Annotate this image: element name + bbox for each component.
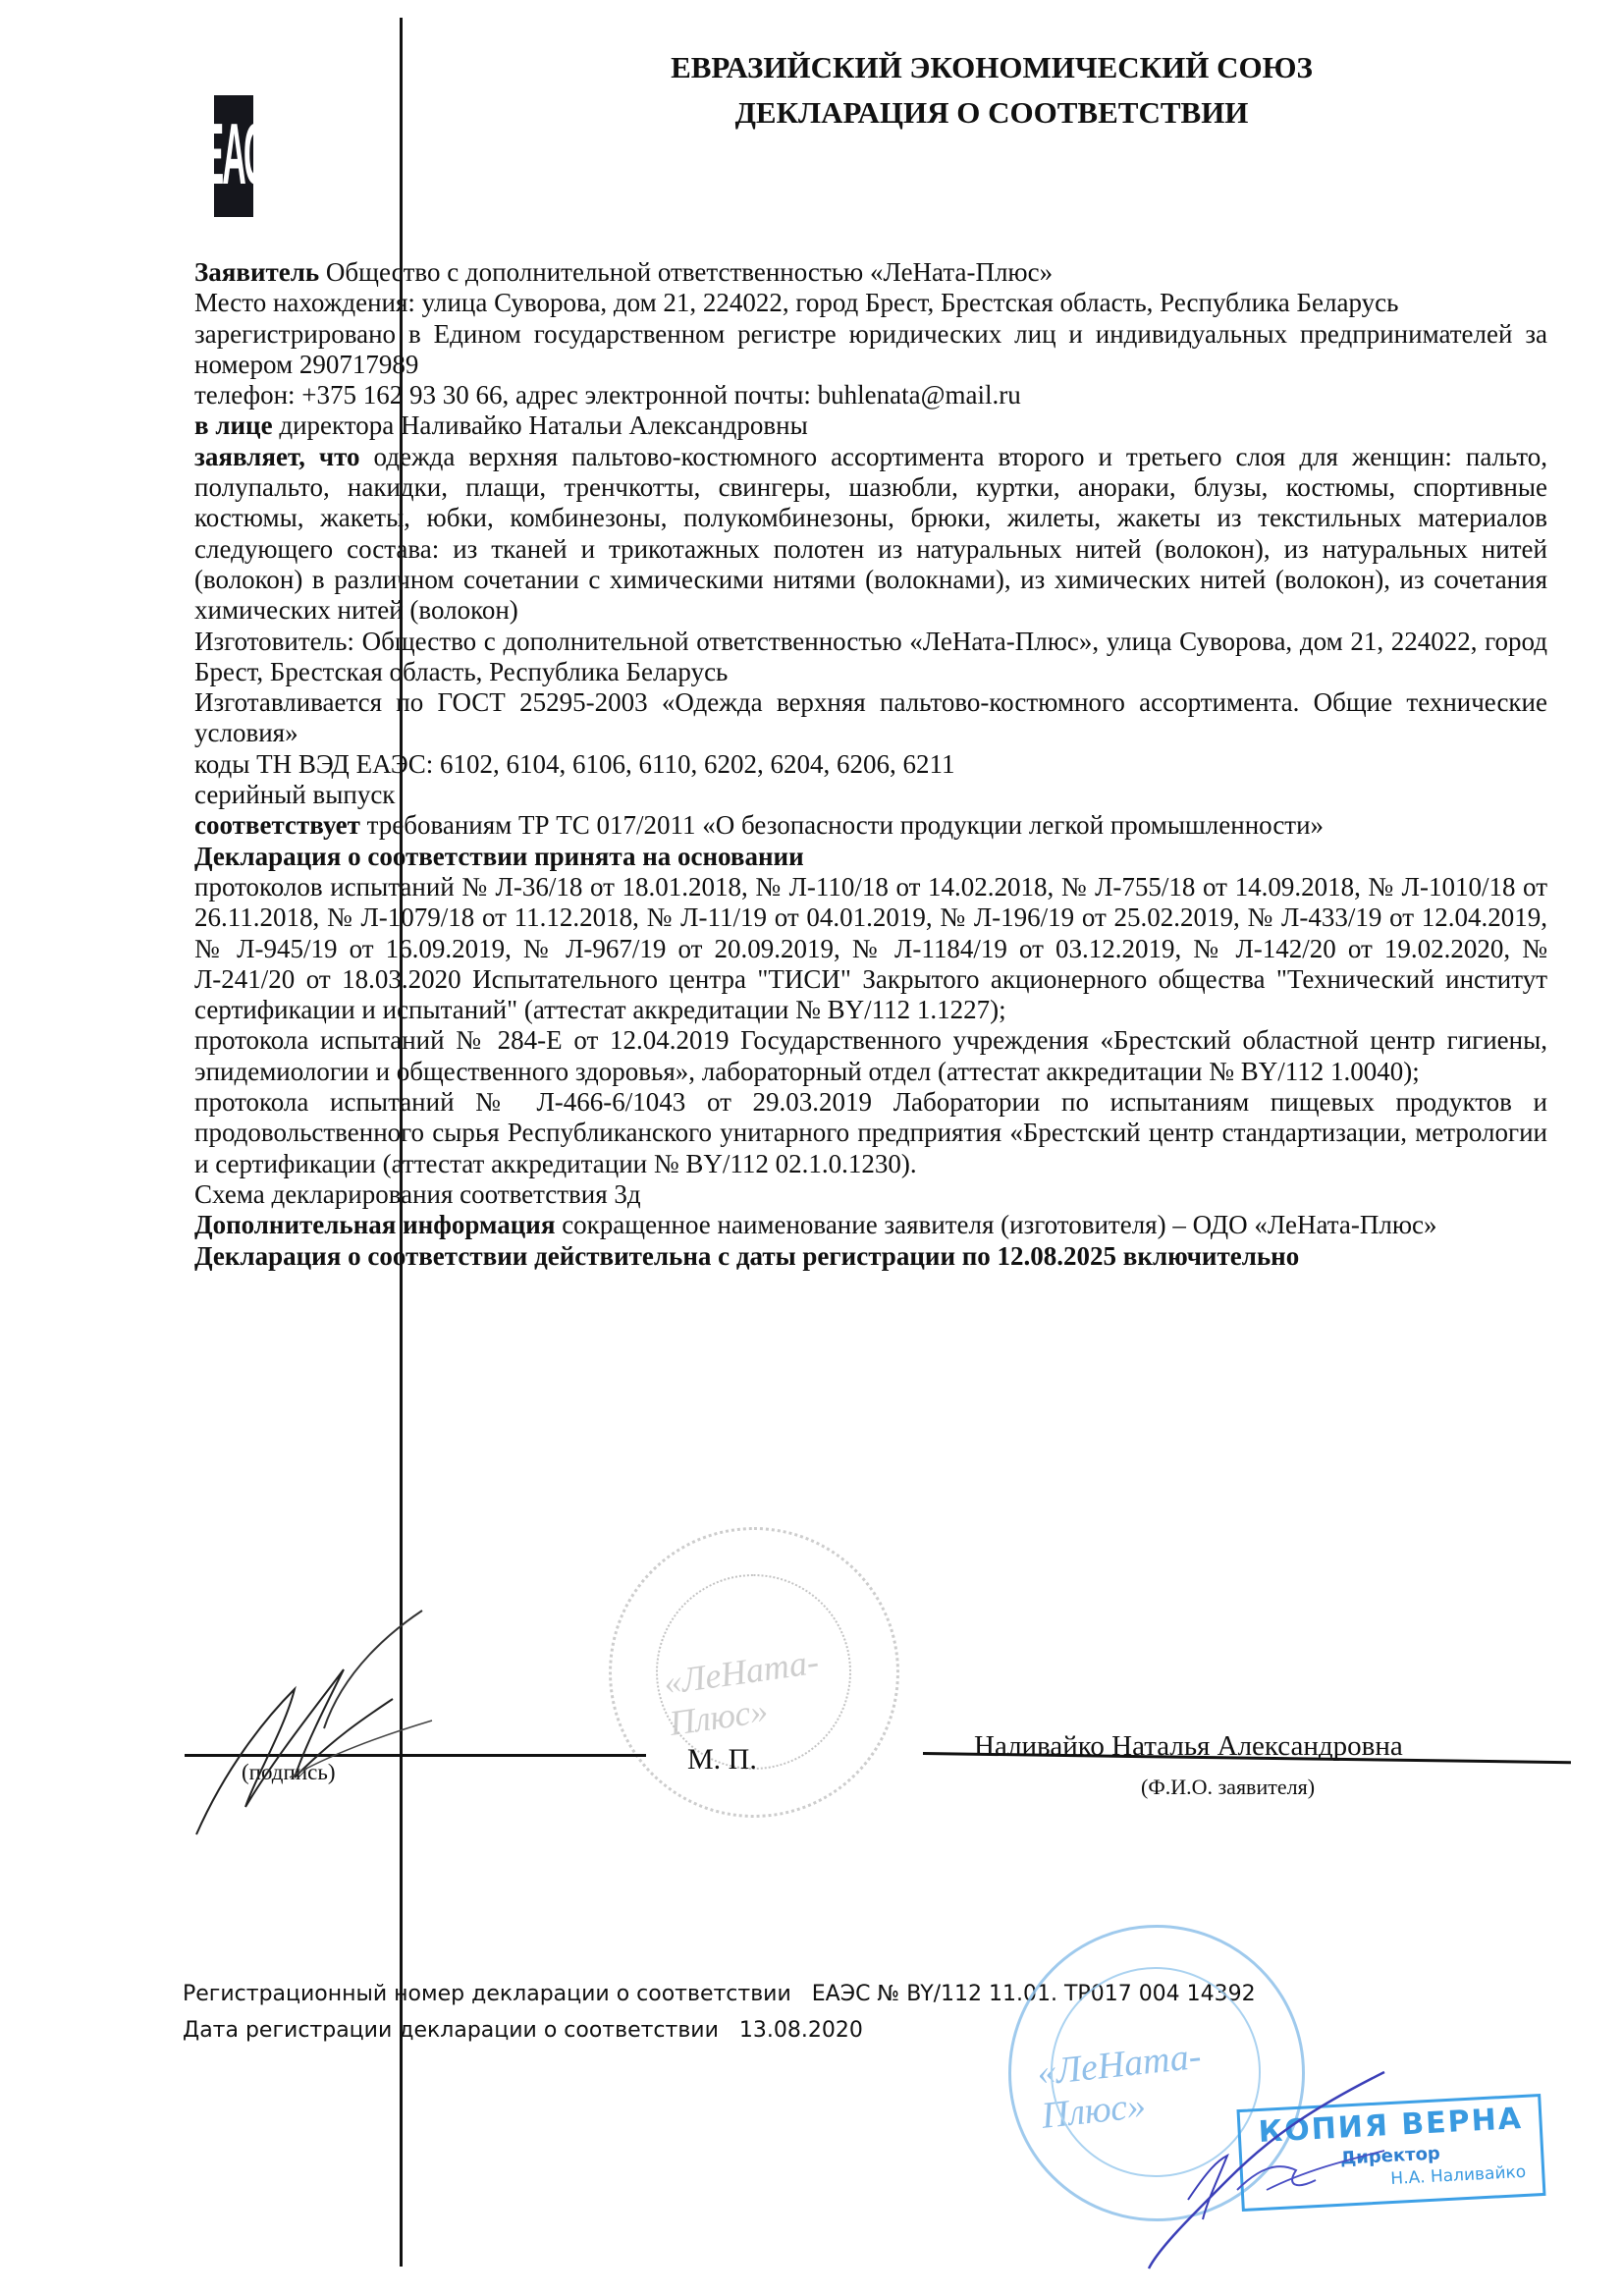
basis-title (194, 842, 1547, 872)
release-line: серийный выпуск (194, 780, 396, 810)
additional-label: Дополнительная информация (194, 1210, 556, 1240)
header-declaration-title: ДЕКЛАРАЦИЯ О СООТВЕТСТВИИ (734, 95, 1249, 130)
logo-text: ЕАС (201, 106, 266, 204)
manufacturer-label: Изготовитель: (194, 626, 354, 656)
signer-label: (Ф.И.О. заявителя) (1141, 1775, 1316, 1799)
basis-title-text: Декларация о соответствии принята на основании (194, 841, 804, 871)
protocols-paragraph-3: протокола испытаний № Л-466-6/1043 от 29.03.2019 Лаборатории по испытаниям пищевых продуктов и продовольственного сырья Республиканского унитарного предприятия «Брестский центр стандартизации, метрологии и сертификации (аттестат аккредитации № BY/112 02.1.0.1230). (194, 1087, 1547, 1178)
scheme-line: Схема декларирования соответствия 3д (194, 1178, 641, 1209)
copy-stamp-name: Н.А. Наливайко (1389, 2161, 1527, 2190)
copy-stamp-title: КОПИЯ ВЕРНА (1257, 2101, 1524, 2151)
seal-text: «ЛеНата-Плюс» (661, 1641, 822, 1743)
validity-paragraph (194, 1241, 1547, 1272)
registration-number-label: Регистрационный номер декларации о соответствии (183, 1982, 791, 2006)
declares-paragraph (194, 442, 1547, 627)
registration-date-label: Дата регистрации декларации о соответствии (183, 2018, 719, 2043)
declares-label: заявляет, что (194, 441, 360, 471)
declaration-body (194, 257, 1547, 1272)
additional-text: сокращенное наименование заявителя (изготовителя) – ОДО «ЛеНата-Плюс» (562, 1210, 1437, 1240)
registration-date: 13.08.2020 (738, 2018, 863, 2043)
additional-paragraph (194, 1210, 1547, 1240)
conforms-paragraph (194, 810, 1547, 841)
represented-by: директора Наливайко Натальи Александровны (279, 410, 808, 441)
registration-number: ЕАЭС № BY/112 11.01. ТР017 004 14392 (811, 1982, 1256, 2006)
signer-name: Наливайко Наталья Александровна (974, 1730, 1403, 1762)
signature-label: (подпись) (242, 1760, 336, 1784)
applicant-address: Место нахождения: улица Суворова, дом 21, 224022, город Брест, Брестская область, Республика Беларусь (194, 288, 1399, 318)
conforms-text: требованиям ТР ТС 017/2011 «О безопасности продукции легкой промышленности» (366, 810, 1325, 841)
manufacturer-text: Общество с дополнительной ответственностью «ЛеНата-Плюс», улица Суворова, дом 21, 224022, город Брест, Брестская область, Республика Беларусь (194, 626, 1547, 686)
represented-line (194, 410, 1547, 441)
applicant-label: Заявитель (194, 257, 320, 287)
seal-placeholder-label: М. П. (687, 1743, 757, 1776)
codes-line: коды ТН ВЭД ЕАЭС: 6102, 6104, 6106, 6110, 6202, 6204, 6206, 6211 (194, 748, 955, 779)
standard-paragraph: Изготавливается по ГОСТ 25295-2003 «Одежда верхняя пальтово-костюмного ассортимента. Общие технические условия» (194, 687, 1547, 748)
conforms-label: соответствует (194, 810, 360, 841)
document-header (550, 45, 1434, 136)
signature-black (196, 1611, 452, 1846)
applicant-name: Общество с дополнительной ответственностью «ЛеНата-Плюс» (325, 257, 1054, 287)
header-union-title: ЕВРАЗИЙСКИЙ ЭКОНОМИЧЕСКИЙ СОЮЗ (671, 50, 1313, 84)
protocols-paragraph-1: протоколов испытаний № Л-36/18 от 18.01.2018, № Л-110/18 от 14.02.2018, № Л-755/18 от 14.09.2018, № Л-1010/18 от 26.11.2018, № Л-1079/18 от 11.12.2018, № Л-11/19 от 04.01.2019, № Л-196/19 от 25.02.2019, № Л-433/19 от 12.04.2019, № Л-945/19 от 16.09.2019, № Л-967/19 от 20.09.2019, № Л-1184/19 от 03.12.2019, № Л-142/20 от 19.02.2020, № Л-241/20 от 18.03.2020 Испытательного центра "ТИСИ" Закрытого акционерного общества "Технический институт сертификации и испытаний" (аттестат аккредитации № BY/112 1.1227); (194, 871, 1547, 1025)
manufacturer-paragraph (194, 627, 1547, 688)
declares-text: одежда верхняя пальтово-костюмного ассортимента второго и третьего слоя для женщин: пальто, полупальто, накидки, плащи, тренчкотты, свингеры, шазюбли, куртки, анораки, блузы, костюмы, спортивные костюмы, жакеты, юбки, комбинезоны, полукомбинезоны, брюки, жилеты, жакеты из текстильных материалов следующего состава: из тканей и трикотажных полотен из натуральных нитей (волокон), из натуральных нитей (волокон) в различном сочетании с химическими нитями (волокнами), из химических нитей (волокон), из сочетания химических нитей (волокон) (194, 441, 1547, 626)
applicant-contacts: телефон: +375 162 93 30 66, адрес электронной почты: buhlenata@mail.ru (194, 380, 1021, 410)
signature-blue (1149, 2072, 1443, 2288)
eac-mark-icon (201, 95, 266, 217)
copy-stamp-role: Директор (1339, 2143, 1441, 2169)
represented-label: в лице (194, 410, 273, 441)
applicant-registration: зарегистрировано в Едином государственном регистре юридических лиц и индивидуальных предпринимателей за номером 290717989 (194, 318, 1547, 379)
blue-seal-text: «ЛеНата-Плюс» (1035, 2035, 1204, 2137)
validity-text: Декларация о соответствии действительна с даты регистрации по 12.08.2025 включительно (194, 1240, 1300, 1271)
applicant-line (194, 257, 1547, 288)
protocols-paragraph-2: протокола испытаний № 284-Е от 12.04.2019 Государственного учреждения «Брестский областной центр гигиены, эпидемиологии и общественного здоровья», лабораторный отдел (аттестат аккредитации № BY/112 1.0040); (194, 1025, 1547, 1086)
